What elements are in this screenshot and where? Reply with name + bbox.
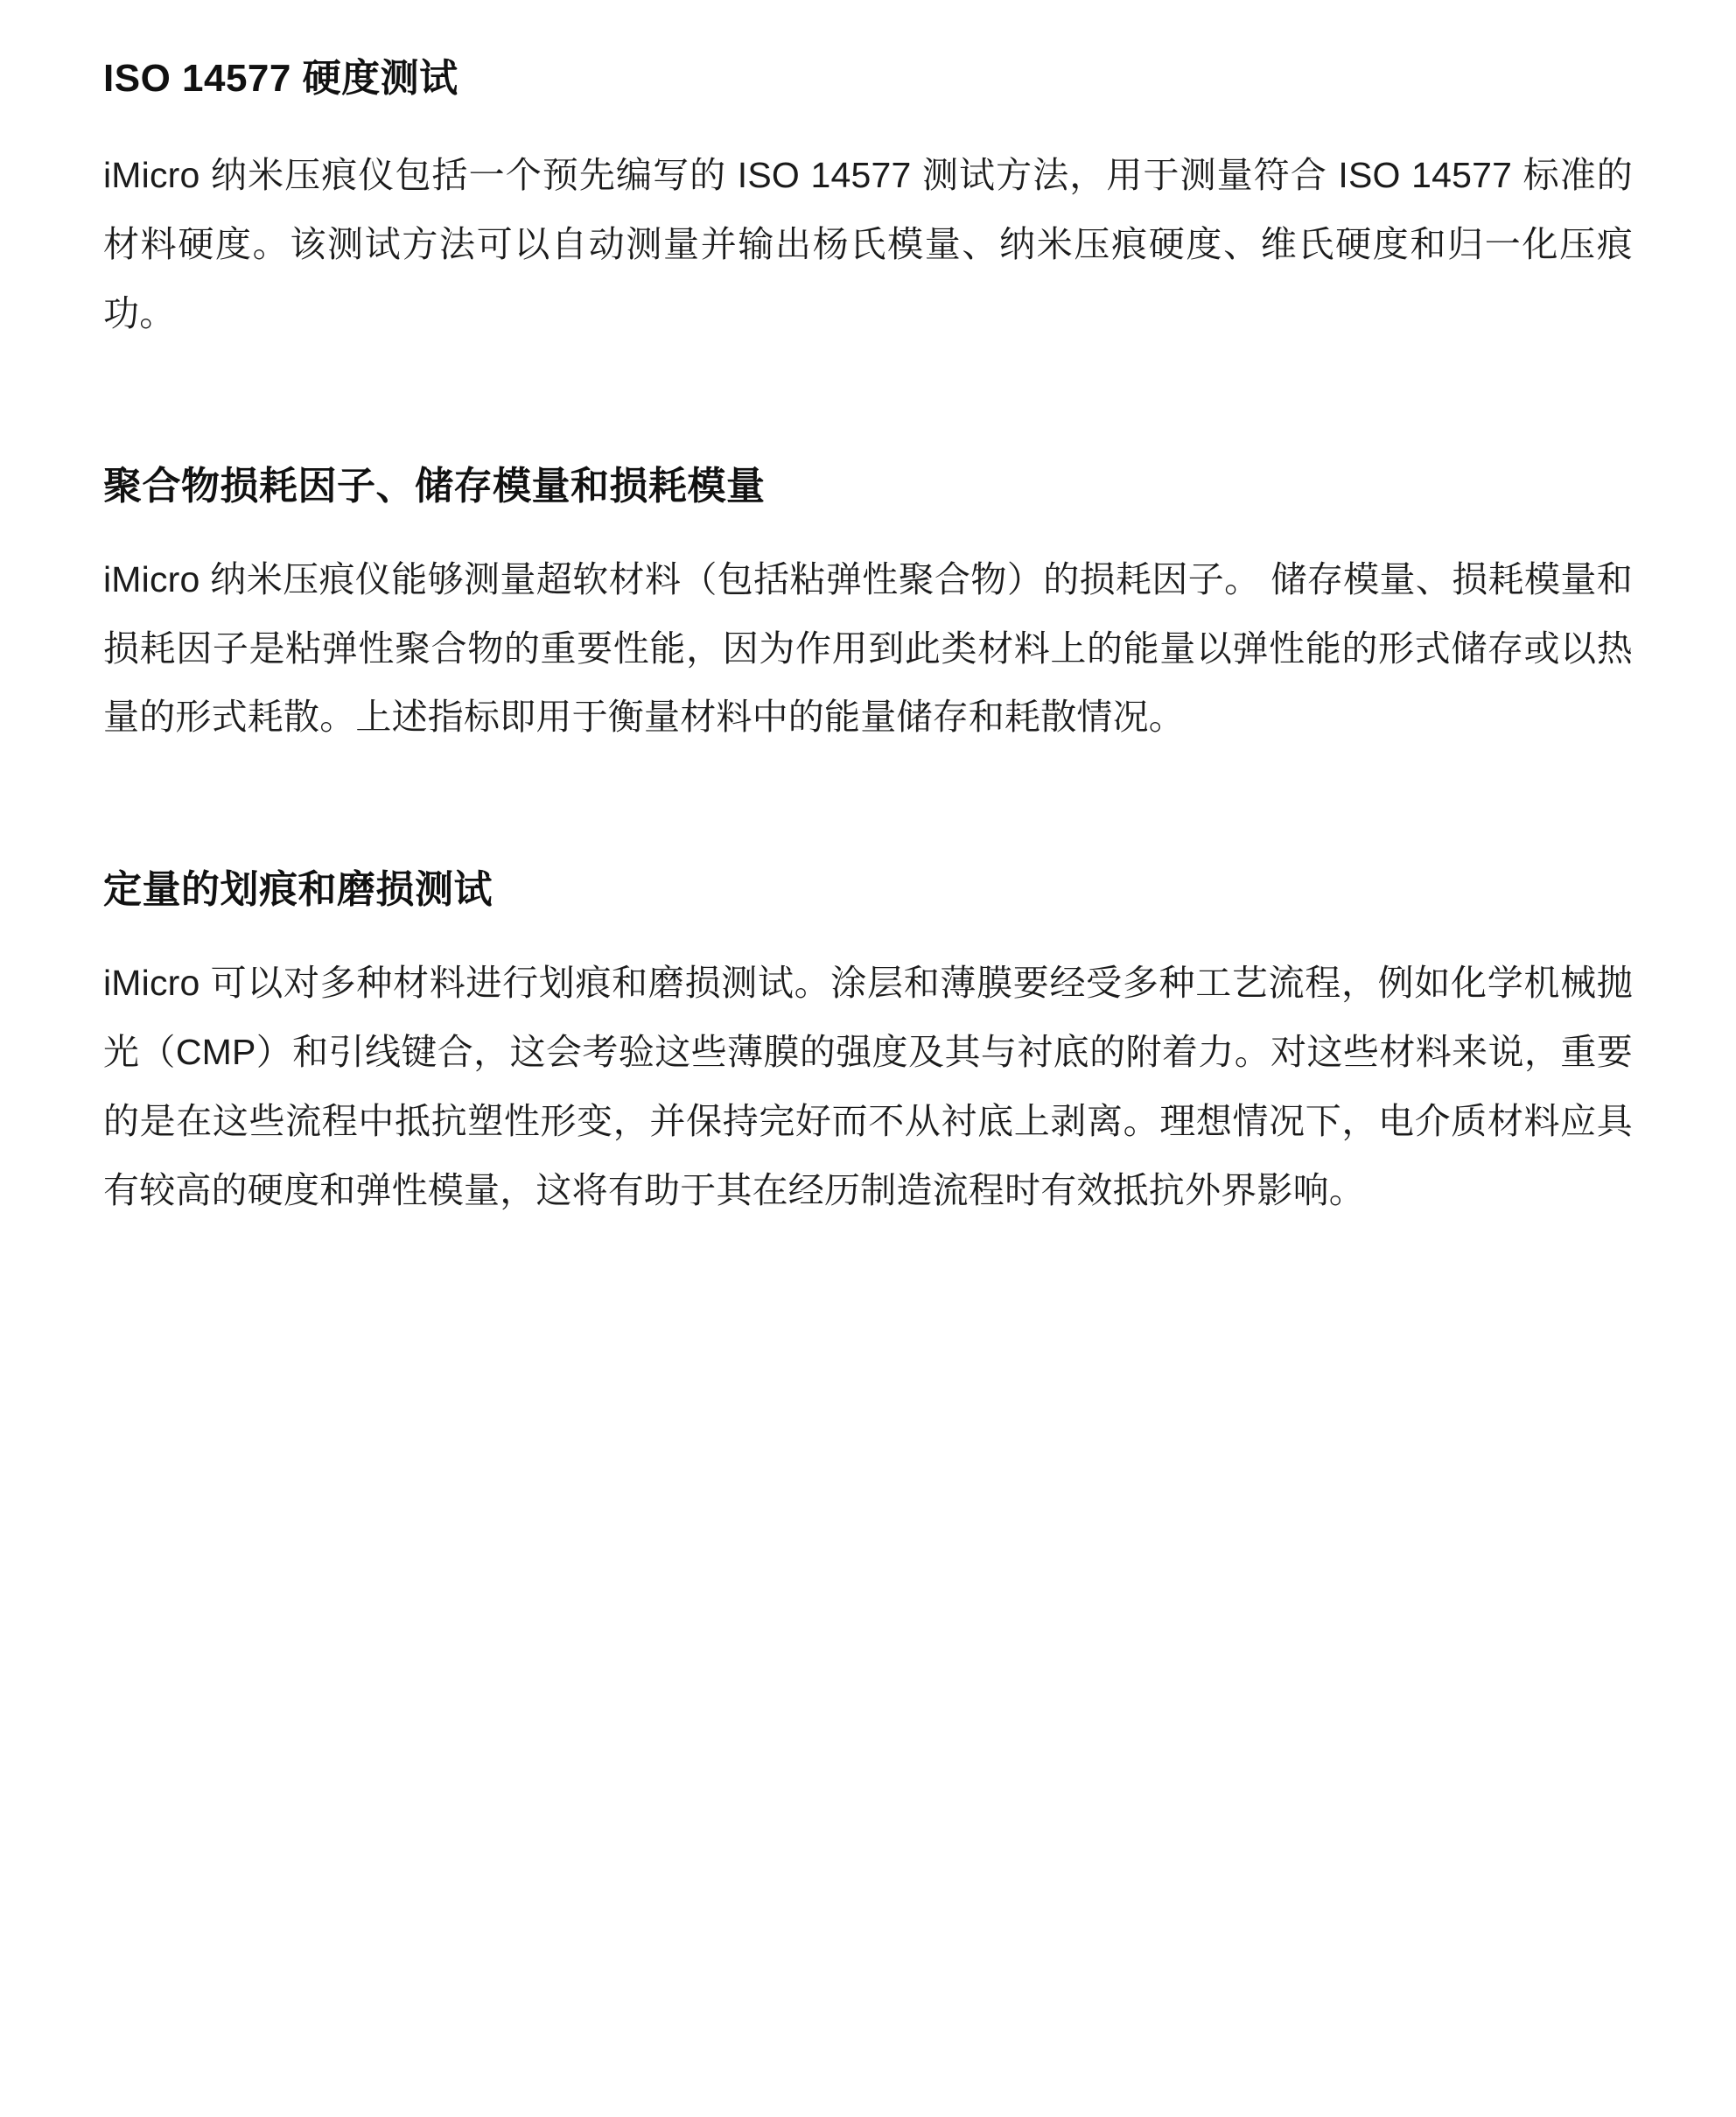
section-paragraph: iMicro 纳米压痕仪能够测量超软材料（包括粘弹性聚合物）的损耗因子。 储存模量、损耗模量和损耗因子是粘弹性聚合物的重要性能，因为作用到此类材料上的能量以弹性能的形式储存或以热量的形式耗散。上述指标即用于衡量材料中的能量储存和耗散情况。 xyxy=(103,558,1633,738)
section-iso-14577 xyxy=(103,53,1633,348)
section-scratch-wear-test xyxy=(103,864,1633,1224)
section-paragraph: iMicro 可以对多种材料进行划痕和磨损测试。涂层和薄膜要经受多种工艺流程，例如化学机械抛光（CMP）和引线键合，这会考验这些薄膜的强度及其与衬底的附着力。对这些材料来说，重要的是在这些流程中抵抗塑性形变，并保持完好而不从衬底上剥离。理想情况下，电介质材料应具有较高的硬度和弹性模量，这将有助于其在经历制造流程时有效抵抗外界影响。 xyxy=(103,963,1633,1210)
section-heading: 定量的划痕和磨损测试 xyxy=(103,868,493,912)
section-heading: ISO 14577 硬度测试 xyxy=(103,57,458,100)
section-heading: 聚合物损耗因子、储存模量和损耗模量 xyxy=(103,464,766,508)
section-polymer-loss-factor xyxy=(103,460,1633,753)
section-paragraph: iMicro 纳米压痕仪包括一个预先编写的 ISO 14577 测试方法，用于测量符合 ISO 14577 标准的材料硬度。该测试方法可以自动测量并输出杨氏模量、纳米压痕硬度、维氏硬度和归一化压痕功。 xyxy=(103,155,1633,333)
